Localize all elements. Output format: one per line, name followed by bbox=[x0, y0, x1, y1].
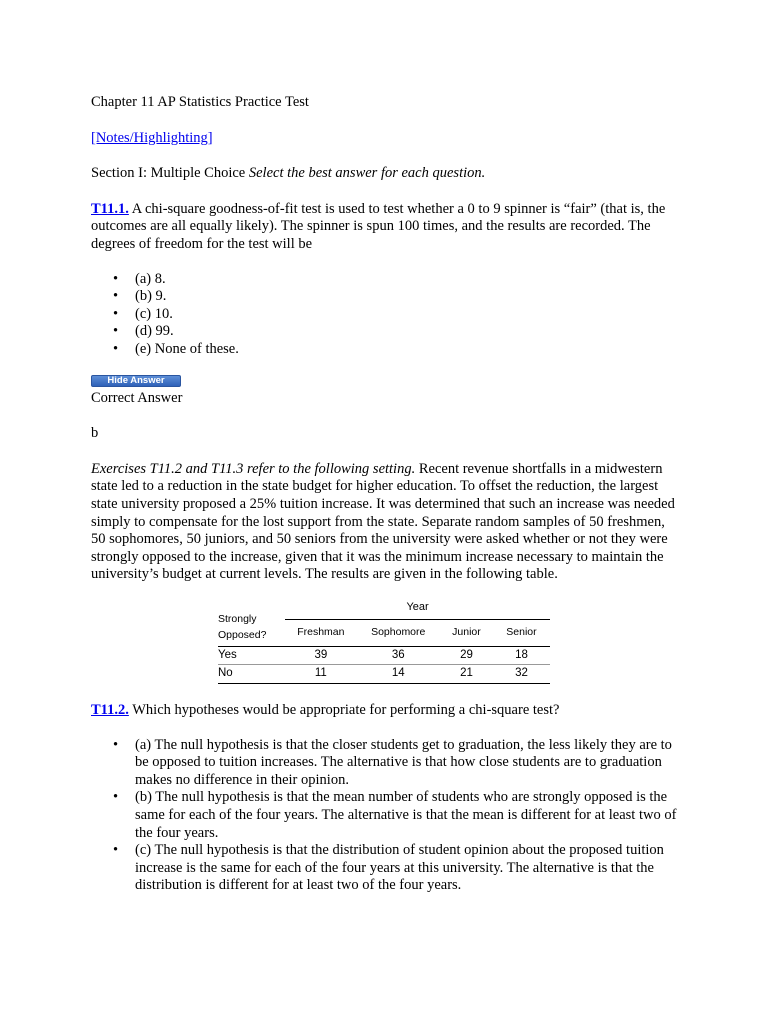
section-heading: Section I: Multiple Choice bbox=[91, 165, 246, 182]
table-cell: 18 bbox=[515, 648, 528, 661]
option-item: • (c) The null hypothesis is that the distribution of student opinion about the proposed tuition increase is the same for each of the four years at this university. The alternative is that the distribution is different for at least two of the four years. bbox=[135, 842, 679, 895]
document-body bbox=[91, 94, 679, 895]
question-t11-2 bbox=[91, 702, 679, 720]
setting-intro: Exercises T11.2 and T11.3 refer to the following setting. bbox=[91, 460, 416, 477]
question-t11-2-link[interactable]: T11.2. bbox=[91, 702, 129, 719]
table-stub-line: Opposed? bbox=[218, 629, 267, 642]
table-column-header: Sophomore bbox=[371, 626, 426, 639]
setting-text: Recent revenue shortfalls in a midwestern state led to a reduction in the state budget for higher education. To offset the reduction, the largest state university proposed a 25% tuition increase. It was determined that such an increase was needed simply to compensate for the lost support from the state. Separate random samples of 50 freshmen, 50 sophomores, 50 juniors, and 50 seniors from the university were asked whether or not they were strongly opposed to the increase, given that it was the minimum increase necessary to maintain the university’s budget at current levels. The results are given in the following table. bbox=[91, 460, 675, 583]
table-cell: 21 bbox=[460, 667, 473, 680]
hide-answer-row bbox=[91, 375, 679, 390]
table-stub-header bbox=[218, 599, 285, 647]
question-t11-2-options bbox=[91, 737, 679, 895]
table-cell: 29 bbox=[460, 648, 473, 661]
table-column-header: Senior bbox=[506, 626, 537, 639]
table-stub-line: Strongly bbox=[218, 613, 257, 626]
option-item: • (a) 8. bbox=[135, 271, 679, 289]
question-t11-1-link[interactable]: T11.1. bbox=[91, 200, 129, 217]
table-row-label: No bbox=[218, 667, 233, 680]
question-t11-1-text: A chi-square goodness-of-fit test is used to test whether a 0 to 9 spinner is “fair” (that is, the outcomes are all equally likely). The spinner is spun 100 times, and the results are recorded. The degrees of freedom for the test will be bbox=[91, 200, 666, 252]
table-row bbox=[218, 646, 550, 665]
table-cell: 36 bbox=[391, 648, 405, 661]
option-item: • (b) The null hypothesis is that the mean number of students who are strongly opposed is the same for each of the four years. The alternative is that the mean is different for at least two of the four years. bbox=[135, 789, 679, 842]
notes-paragraph bbox=[91, 130, 679, 148]
question-t11-1-options bbox=[91, 271, 679, 359]
question-t11-1 bbox=[91, 201, 679, 254]
opinion-table bbox=[218, 599, 550, 684]
table-column-header: Junior bbox=[452, 626, 481, 639]
question-t11-2-text: Which hypotheses would be appropriate for performing a chi-square test? bbox=[132, 702, 560, 719]
option-item: • (a) The null hypothesis is that the closer students get to graduation, the less likely they are to be opposed to tuition increases. The alternative is that how close students are to graduation makes no difference in their opinion. bbox=[135, 737, 679, 790]
option-item: • (d) 99. bbox=[135, 323, 679, 341]
option-item: • (b) 9. bbox=[135, 288, 679, 306]
hide-answer-button[interactable]: Hide Answer bbox=[91, 375, 181, 387]
table-cell: 11 bbox=[314, 667, 327, 680]
table-cell: 39 bbox=[314, 648, 328, 661]
table-cell: 32 bbox=[515, 667, 528, 680]
table-cell: 14 bbox=[391, 667, 405, 680]
option-item: • (e) None of these. bbox=[135, 341, 679, 359]
section-heading-paragraph bbox=[91, 165, 679, 183]
table-year-header: Year bbox=[285, 599, 550, 620]
table-column-header: Freshman bbox=[297, 626, 345, 639]
page-title: Chapter 11 AP Statistics Practice Test bbox=[91, 94, 309, 110]
table-row bbox=[218, 665, 550, 684]
notes-highlighting-link[interactable]: [Notes/Highlighting] bbox=[91, 129, 213, 146]
correct-answer-value: b bbox=[91, 425, 99, 442]
table-row-label: Yes bbox=[218, 648, 237, 661]
option-item: • (c) 10. bbox=[135, 306, 679, 324]
section-instruction: Select the best answer for each question. bbox=[248, 165, 486, 182]
setting-paragraph bbox=[91, 461, 679, 584]
correct-answer-label: Correct Answer bbox=[91, 389, 183, 406]
